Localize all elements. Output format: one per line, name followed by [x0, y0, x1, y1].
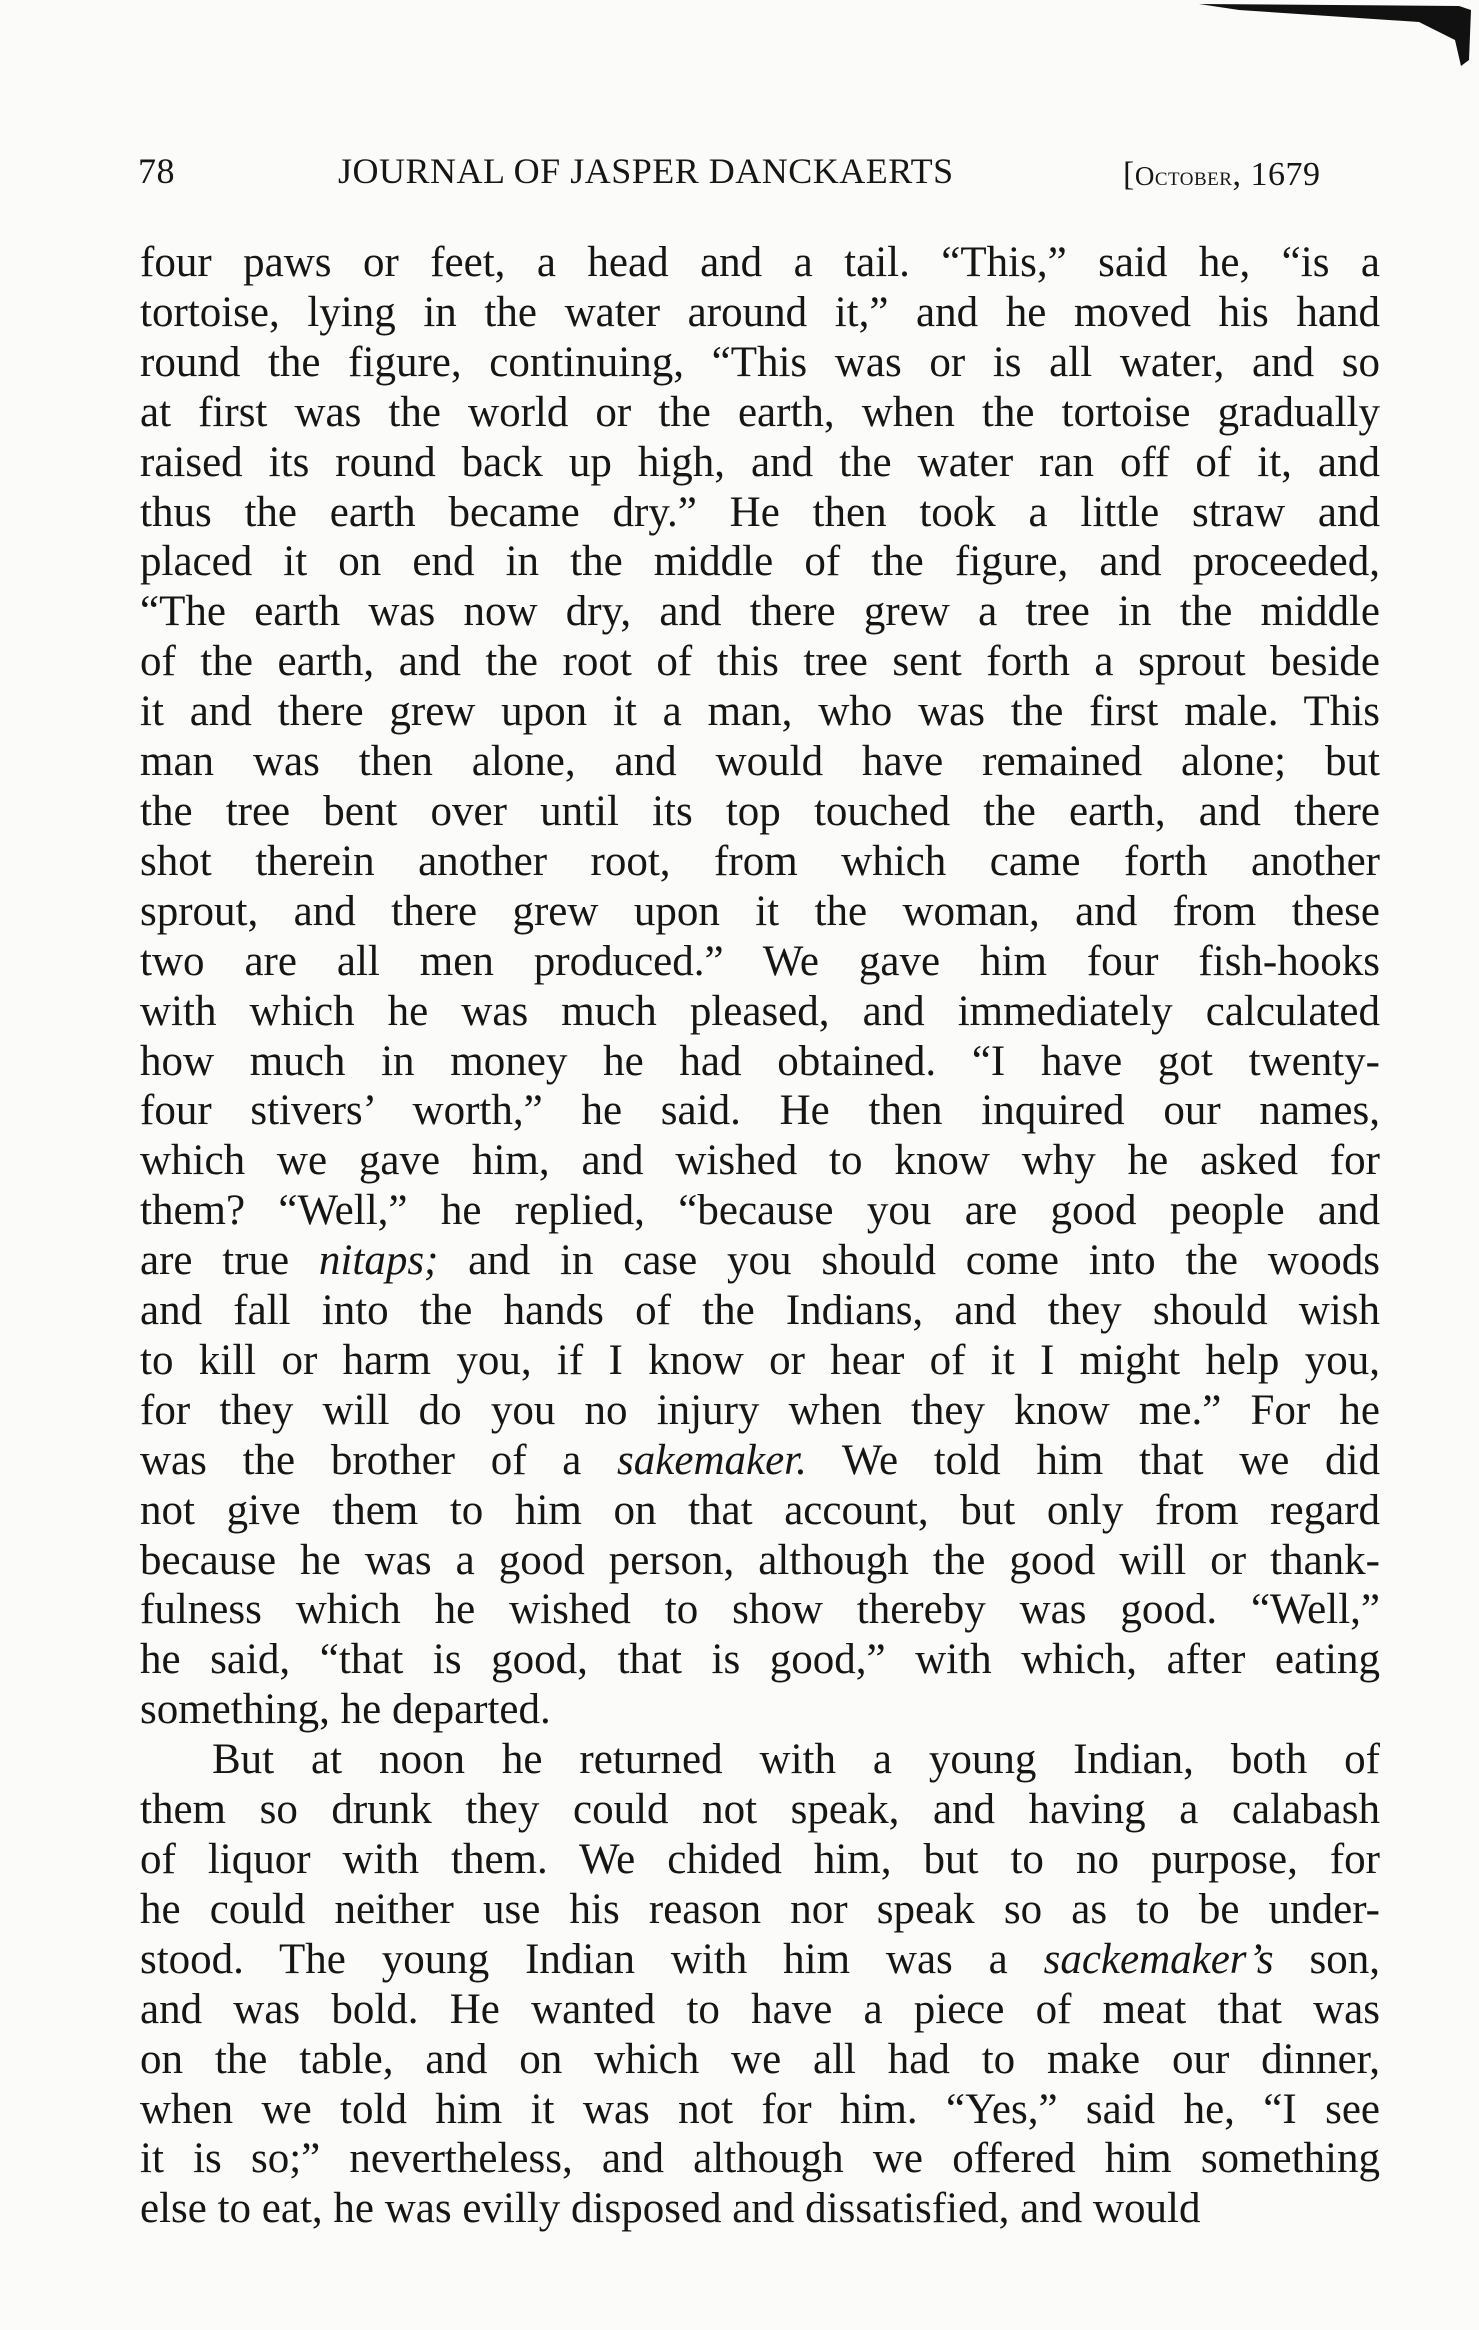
text-line: with which he was much pleased, and immediately calculated — [140, 987, 1380, 1035]
page-header — [138, 150, 1388, 210]
text-line: of the earth, and the root of this tree sent forth a sprout beside — [140, 638, 1380, 686]
text-line: at first was the world or the earth, when the tortoise gradually — [140, 388, 1380, 436]
text-segment: was the brother of a — [140, 1436, 618, 1484]
text-line: “The earth was now dry, and there grew a tree in the middle — [140, 588, 1380, 636]
text-line: raised its round back up high, and the water ran off of it, and — [140, 438, 1380, 486]
header-date: [October, 1679 — [1123, 156, 1321, 193]
text-line: something, he departed. — [140, 1686, 551, 1734]
text-line: else to eat, he was evilly disposed and dissatisfied, and would — [140, 2185, 1201, 2233]
italic-term: sackemaker’s — [1043, 1935, 1274, 1983]
text-line — [140, 1935, 1380, 1985]
text-line: because he was a good person, although the good will or thank- — [140, 1536, 1380, 1584]
text-segment: and in case you should come into the woods — [438, 1237, 1380, 1285]
text-line: placed it on end in the middle of the figure, and proceeded, — [140, 538, 1380, 586]
text-line: he could neither use his reason nor speak so as to be under- — [140, 1885, 1380, 1933]
text-line: it is so;” nevertheless, and although we offered him something — [140, 2135, 1380, 2183]
text-line: sprout, and there grew upon it the woman, and from these — [140, 887, 1380, 935]
text-line: fulness which he wished to show thereby was good. “Well,” — [140, 1586, 1380, 1634]
text-line: he said, “that is good, that is good,” with which, after eating — [140, 1636, 1380, 1684]
italic-term: sakemaker. — [617, 1436, 807, 1484]
text-segment: stood. The young Indian with him was a — [140, 1935, 1044, 1983]
text-line: to kill or harm you, if I know or hear of it I might help you, — [140, 1336, 1380, 1384]
text-line: how much in money he had obtained. “I have got twenty- — [140, 1037, 1380, 1085]
text-line: when we told him it was not for him. “Yes,” said he, “I see — [140, 2085, 1380, 2133]
text-line — [140, 1236, 1380, 1286]
text-line: them? “Well,” he replied, “because you are good people and — [140, 1187, 1380, 1235]
text-line: which we gave him, and wished to know why he asked for — [140, 1137, 1380, 1185]
page-edge-mark — [1179, 0, 1479, 70]
text-line: round the figure, continuing, “This was or is all water, and so — [140, 338, 1380, 386]
text-line: them so drunk they could not speak, and having a calabash — [140, 1786, 1380, 1834]
text-line: two are all men produced.” We gave him four fish-hooks — [140, 937, 1380, 985]
page-number: 78 — [138, 151, 175, 191]
text-line: not give them to him on that account, but only from regard — [140, 1486, 1380, 1534]
italic-term: nitaps; — [318, 1237, 439, 1285]
text-segment: We told him that we did — [806, 1436, 1380, 1484]
running-title: JOURNAL OF JASPER DANCKAERTS — [338, 151, 954, 191]
text-segment: are true — [140, 1237, 319, 1285]
text-line: shot therein another root, from which came forth another — [140, 837, 1380, 885]
text-line: and fall into the hands of the Indians, and they should wish — [140, 1287, 1380, 1335]
text-line: for they will do you no injury when they know me.” For he — [140, 1386, 1380, 1434]
text-line — [140, 1436, 1380, 1486]
text-line: and was bold. He wanted to have a piece of meat that was — [140, 1985, 1380, 2033]
text-line: on the table, and on which we all had to make our dinner, — [140, 2035, 1380, 2083]
body-text — [140, 238, 1380, 2234]
text-line: four stivers’ worth,” he said. He then inquired our names, — [140, 1087, 1380, 1135]
header-date-month: October — [1134, 161, 1233, 191]
text-line: it and there grew upon it a man, who was the first male. This — [140, 688, 1380, 736]
text-line: of liquor with them. We chided him, but to no purpose, for — [140, 1836, 1380, 1883]
text-line: thus the earth became dry.” He then took a little straw and — [140, 488, 1380, 536]
text-line: man was then alone, and would have remained alone; but — [140, 738, 1380, 786]
text-line: the tree bent over until its top touched the earth, and there — [140, 787, 1380, 835]
text-line: tortoise, lying in the water around it,” and he moved his hand — [140, 288, 1380, 336]
text-line: But at noon he returned with a young Indian, both of — [212, 1736, 1380, 1784]
text-line: four paws or feet, a head and a tail. “This,” said he, “is a — [140, 239, 1380, 286]
text-segment: son, — [1273, 1935, 1381, 1983]
